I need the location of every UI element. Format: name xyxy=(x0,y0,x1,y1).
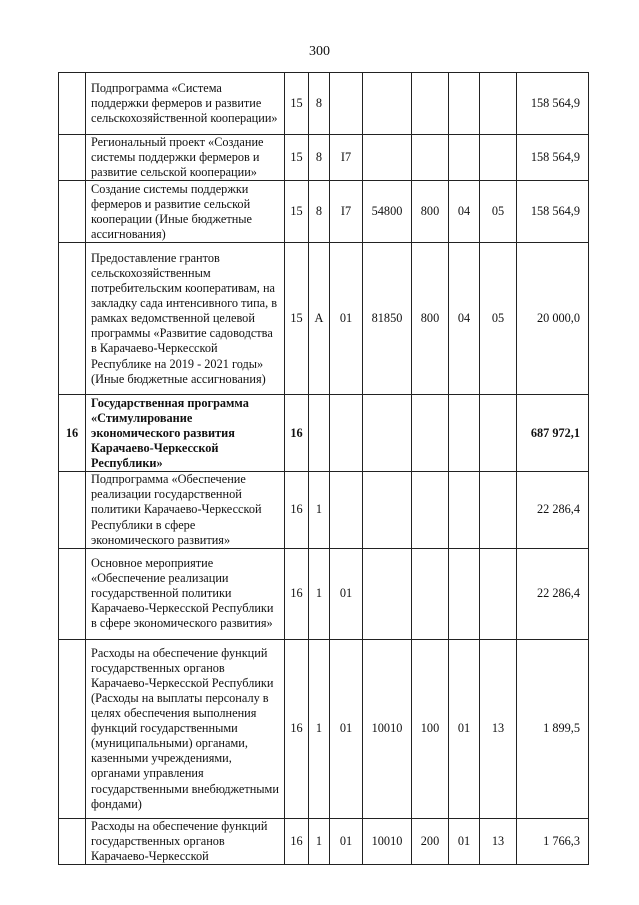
table-row xyxy=(59,73,589,135)
expense-type-cell: 800 xyxy=(412,181,449,243)
amount-cell: 687 972,1 xyxy=(517,395,589,472)
item-name-cell: Подпрограмма «Обеспечение реализации государственной политики Карачаево-Черкесской Республики в сфере экономического развития» xyxy=(86,472,285,548)
main-activity-code-cell: I7 xyxy=(330,135,363,181)
section-code-cell: 04 xyxy=(449,243,480,395)
row-number-cell xyxy=(59,181,86,243)
subprogram-code-cell: А xyxy=(309,243,330,395)
direction-code-cell: 54800 xyxy=(363,181,412,243)
section-code-cell xyxy=(449,395,480,472)
program-code-cell: 16 xyxy=(285,548,309,639)
row-number-cell xyxy=(59,243,86,395)
amount-cell: 158 564,9 xyxy=(517,73,589,135)
subsection-code-cell xyxy=(480,135,517,181)
program-code-cell: 16 xyxy=(285,818,309,864)
section-code-cell xyxy=(449,548,480,639)
subsection-code-cell: 05 xyxy=(480,243,517,395)
main-activity-code-cell: 01 xyxy=(330,818,363,864)
main-activity-code-cell: I7 xyxy=(330,181,363,243)
amount-cell: 1 766,3 xyxy=(517,818,589,864)
main-activity-code-cell: 01 xyxy=(330,243,363,395)
row-number-cell xyxy=(59,639,86,818)
section-code-cell: 01 xyxy=(449,639,480,818)
subsection-code-cell xyxy=(480,548,517,639)
item-name-cell: Подпрограмма «Система поддержки фермеров и развитие сельскохозяйственной кооперации» xyxy=(86,73,285,135)
section-code-cell xyxy=(449,73,480,135)
subsection-code-cell xyxy=(480,395,517,472)
item-name-cell: Создание системы поддержки фермеров и развитие сельской кооперации (Иные бюджетные ассигнования) xyxy=(86,181,285,243)
subprogram-code-cell: 1 xyxy=(309,639,330,818)
expense-type-cell xyxy=(412,73,449,135)
table-row xyxy=(59,243,589,395)
row-number-cell xyxy=(59,548,86,639)
amount-cell: 22 286,4 xyxy=(517,472,589,548)
row-number-cell xyxy=(59,472,86,548)
amount-cell: 1 899,5 xyxy=(517,639,589,818)
item-name-cell: Расходы на обеспечение функций государственных органов Карачаево-Черкесской Республики (Расходы на выплаты персоналу в целях обеспечения выполнения функций государственными (муниципальными) органами, казенными учреждениями, органами управления государственными внебюджетными фондами) xyxy=(86,639,285,818)
item-name-cell: Расходы на обеспечение функций государственных органов Карачаево-Черкесской xyxy=(86,818,285,864)
item-name-cell: Государственная программа «Стимулирование экономического развития Карачаево-Черкесской Республики» xyxy=(86,395,285,472)
table-row xyxy=(59,395,589,472)
subsection-code-cell: 05 xyxy=(480,181,517,243)
subprogram-code-cell: 8 xyxy=(309,73,330,135)
page-number: 300 xyxy=(309,44,330,59)
section-code-cell: 04 xyxy=(449,181,480,243)
amount-cell: 22 286,4 xyxy=(517,548,589,639)
section-code-cell: 01 xyxy=(449,818,480,864)
program-code-cell: 15 xyxy=(285,243,309,395)
main-activity-code-cell xyxy=(330,472,363,548)
main-activity-code-cell: 01 xyxy=(330,548,363,639)
row-number-cell xyxy=(59,818,86,864)
row-number-cell xyxy=(59,73,86,135)
table-row xyxy=(59,135,589,181)
row-number-cell xyxy=(59,135,86,181)
expense-type-cell xyxy=(412,472,449,548)
table-row xyxy=(59,548,589,639)
direction-code-cell xyxy=(363,135,412,181)
expense-type-cell: 100 xyxy=(412,639,449,818)
table-body xyxy=(59,73,589,865)
direction-code-cell: 10010 xyxy=(363,818,412,864)
main-activity-code-cell xyxy=(330,73,363,135)
amount-cell: 158 564,9 xyxy=(517,135,589,181)
direction-code-cell: 10010 xyxy=(363,639,412,818)
direction-code-cell xyxy=(363,472,412,548)
amount-cell: 158 564,9 xyxy=(517,181,589,243)
subsection-code-cell: 13 xyxy=(480,639,517,818)
subprogram-code-cell: 8 xyxy=(309,181,330,243)
expense-type-cell xyxy=(412,395,449,472)
section-code-cell xyxy=(449,472,480,548)
program-code-cell: 16 xyxy=(285,395,309,472)
amount-cell: 20 000,0 xyxy=(517,243,589,395)
subprogram-code-cell: 1 xyxy=(309,472,330,548)
table-row xyxy=(59,639,589,818)
program-code-cell: 15 xyxy=(285,135,309,181)
table-row xyxy=(59,818,589,864)
subprogram-code-cell: 8 xyxy=(309,135,330,181)
row-number-cell: 16 xyxy=(59,395,86,472)
program-code-cell: 16 xyxy=(285,639,309,818)
item-name-cell: Основное мероприятие «Обеспечение реализации государственной политики Карачаево-Черкесской Республики в сфере экономического развития» xyxy=(86,548,285,639)
item-name-cell: Предоставление грантов сельскохозяйственным потребительским кооперативам, на закладку сада интенсивного типа, в рамках ведомственной целевой программы «Развитие садоводства в Карачаево-Черкесской Республике на 2019 - 2021 годы» (Иные бюджетные ассигнования) xyxy=(86,243,285,395)
subprogram-code-cell xyxy=(309,395,330,472)
direction-code-cell xyxy=(363,73,412,135)
table-row xyxy=(59,181,589,243)
main-activity-code-cell: 01 xyxy=(330,639,363,818)
table-row xyxy=(59,472,589,548)
direction-code-cell xyxy=(363,548,412,639)
subprogram-code-cell: 1 xyxy=(309,548,330,639)
budget-table xyxy=(58,72,589,865)
direction-code-cell: 81850 xyxy=(363,243,412,395)
expense-type-cell xyxy=(412,135,449,181)
item-name-cell: Региональный проект «Создание системы поддержки фермеров и развитие сельской кооперации» xyxy=(86,135,285,181)
program-code-cell: 15 xyxy=(285,181,309,243)
subsection-code-cell: 13 xyxy=(480,818,517,864)
expense-type-cell: 200 xyxy=(412,818,449,864)
section-code-cell xyxy=(449,135,480,181)
main-activity-code-cell xyxy=(330,395,363,472)
program-code-cell: 15 xyxy=(285,73,309,135)
expense-type-cell xyxy=(412,548,449,639)
direction-code-cell xyxy=(363,395,412,472)
subsection-code-cell xyxy=(480,73,517,135)
expense-type-cell: 800 xyxy=(412,243,449,395)
program-code-cell: 16 xyxy=(285,472,309,548)
subprogram-code-cell: 1 xyxy=(309,818,330,864)
subsection-code-cell xyxy=(480,472,517,548)
